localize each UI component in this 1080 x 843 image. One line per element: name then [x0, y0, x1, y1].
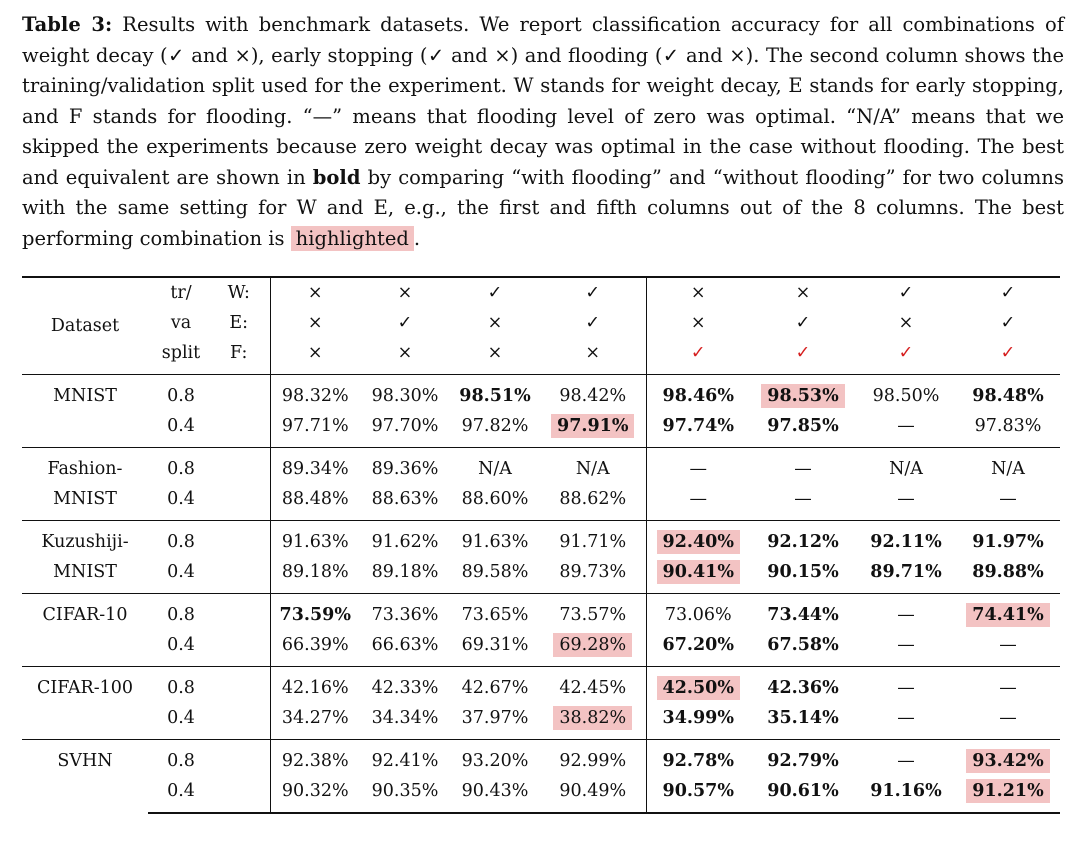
accuracy-cell [856, 594, 956, 631]
accuracy-cell [450, 521, 540, 558]
accuracy-value: — [689, 459, 707, 479]
split-value: 0.4 [167, 708, 195, 728]
accuracy-value: 90.49% [559, 781, 627, 801]
accuracy-value: 91.16% [870, 781, 942, 801]
accuracy-cell [750, 630, 856, 667]
accuracy-cell [270, 448, 360, 485]
accuracy-cell [956, 521, 1060, 558]
accuracy-cell [856, 667, 956, 704]
accuracy-value: 89.88% [972, 562, 1044, 582]
accuracy-cell [270, 740, 360, 777]
header-e-mark: ✓ [540, 308, 646, 338]
dataset-name [22, 667, 148, 740]
dataset-name-line: MNIST [53, 489, 117, 509]
accuracy-cell [856, 740, 956, 777]
accuracy-value: 38.82% [553, 706, 632, 730]
split-value: 0.8 [148, 667, 214, 704]
accuracy-cell [956, 411, 1060, 448]
header-param-w: W: [214, 277, 270, 308]
accuracy-cell [956, 375, 1060, 412]
accuracy-value: — [999, 489, 1017, 509]
accuracy-value: 98.51% [459, 386, 531, 406]
accuracy-cell [750, 448, 856, 485]
accuracy-value: — [897, 605, 915, 625]
accuracy-cell [956, 667, 1060, 704]
accuracy-cell [750, 667, 856, 704]
header-w-mark: ✓ [856, 277, 956, 308]
split-value: 0.4 [167, 635, 195, 655]
accuracy-cell [646, 667, 750, 704]
accuracy-value: 37.97% [461, 708, 529, 728]
accuracy-cell [540, 594, 646, 631]
accuracy-cell [360, 484, 450, 521]
dataset-name [22, 521, 148, 594]
header-f-mark: × [397, 343, 413, 363]
accuracy-value: 67.20% [662, 635, 734, 655]
accuracy-cell [450, 448, 540, 485]
caption-end: . [413, 226, 421, 250]
header-w-mark: × [270, 277, 360, 308]
accuracy-value: 67.58% [767, 635, 839, 655]
accuracy-cell [360, 776, 450, 813]
accuracy-value: 35.14% [767, 708, 839, 728]
accuracy-value: 89.36% [371, 459, 439, 479]
param-spacer [214, 375, 270, 412]
accuracy-cell [450, 776, 540, 813]
results-table [22, 276, 1060, 814]
caption-bold-word: bold [312, 165, 361, 189]
accuracy-cell [360, 375, 450, 412]
accuracy-value: 92.41% [371, 751, 439, 771]
accuracy-cell [450, 594, 540, 631]
dataset-name [22, 375, 148, 448]
accuracy-cell [646, 557, 750, 594]
accuracy-cell [750, 703, 856, 740]
accuracy-value: 88.60% [461, 489, 529, 509]
accuracy-cell [540, 776, 646, 813]
header-e-mark: × [487, 313, 503, 333]
accuracy-cell [270, 484, 360, 521]
caption-text: Results with benchmark datasets. We report classification accuracy for all combinations of weight decay (✓ and ×), early stopping (✓ and ×) and flooding (✓ and ×). The second column shows the training/validation split used for the experiment. W stands for weight decay, E stands for early stopping, and F stands for flooding. “—” means that flooding level of zero was optimal. “N/A” means that we skipped the experiments because zero weight decay was optimal in the case without flooding. The best and equivalent are shown in [22, 13, 1064, 189]
header-e-mark: × [307, 313, 323, 333]
accuracy-value: 98.42% [559, 386, 627, 406]
header-w-mark: ✓ [450, 277, 540, 308]
accuracy-cell [270, 776, 360, 813]
header-split-label: split [161, 343, 201, 363]
accuracy-value: 98.53% [761, 384, 844, 408]
param-spacer [214, 448, 270, 485]
accuracy-value: 89.34% [281, 459, 349, 479]
accuracy-value: 66.63% [371, 635, 439, 655]
param-spacer [214, 667, 270, 704]
accuracy-cell [856, 521, 956, 558]
accuracy-cell [646, 594, 750, 631]
accuracy-cell [856, 411, 956, 448]
accuracy-cell [750, 557, 856, 594]
accuracy-cell [360, 521, 450, 558]
accuracy-value: 91.63% [281, 532, 349, 552]
accuracy-value: 73.44% [767, 605, 839, 625]
accuracy-cell [646, 484, 750, 521]
accuracy-value: — [794, 489, 812, 509]
accuracy-value: N/A [575, 459, 610, 479]
accuracy-cell [540, 411, 646, 448]
accuracy-value: 42.36% [767, 678, 839, 698]
accuracy-cell [646, 375, 750, 412]
accuracy-cell [856, 375, 956, 412]
accuracy-value: 34.34% [371, 708, 439, 728]
caption-label: Table 3: [22, 13, 113, 36]
param-spacer [214, 484, 270, 521]
dataset-name-line: SVHN [57, 751, 113, 771]
accuracy-value: 91.97% [972, 532, 1044, 552]
dataset-name-line: CIFAR-10 [42, 605, 128, 625]
accuracy-value: 88.48% [281, 489, 349, 509]
accuracy-value: — [897, 635, 915, 655]
accuracy-value: 91.63% [461, 532, 529, 552]
accuracy-value: 98.48% [972, 386, 1044, 406]
header-w-mark: × [646, 277, 750, 308]
header-e-mark: × [690, 313, 706, 333]
split-value: 0.8 [148, 375, 214, 412]
split-value: 0.4 [167, 562, 195, 582]
accuracy-cell [646, 630, 750, 667]
accuracy-cell [360, 557, 450, 594]
accuracy-value: 90.57% [662, 781, 734, 801]
dataset-name-line: Fashion- [47, 459, 123, 479]
accuracy-cell [450, 667, 540, 704]
accuracy-value: 98.32% [281, 386, 349, 406]
accuracy-value: 42.16% [281, 678, 349, 698]
accuracy-value: 89.73% [559, 562, 627, 582]
accuracy-value: 97.83% [974, 416, 1042, 436]
accuracy-cell [540, 703, 646, 740]
accuracy-cell [956, 740, 1060, 777]
accuracy-cell [750, 375, 856, 412]
accuracy-value: 42.33% [371, 678, 439, 698]
accuracy-value: 69.28% [553, 633, 632, 657]
accuracy-value: — [794, 459, 812, 479]
accuracy-cell [270, 375, 360, 412]
accuracy-cell [360, 448, 450, 485]
header-f-mark: ✓ [690, 343, 706, 363]
dataset-name-line: MNIST [53, 562, 117, 582]
header-w-mark: × [750, 277, 856, 308]
accuracy-cell [270, 411, 360, 448]
accuracy-cell [270, 703, 360, 740]
accuracy-cell [270, 630, 360, 667]
accuracy-cell [750, 484, 856, 521]
accuracy-cell [956, 557, 1060, 594]
dataset-name [22, 740, 148, 814]
accuracy-value: 91.21% [966, 779, 1049, 803]
accuracy-cell [856, 557, 956, 594]
accuracy-cell [360, 594, 450, 631]
caption-highlight-word: highlighted [291, 226, 414, 251]
accuracy-value: 97.70% [371, 416, 439, 436]
split-value: 0.8 [148, 594, 214, 631]
accuracy-cell [856, 776, 956, 813]
split-value: 0.4 [148, 776, 214, 813]
accuracy-value: 93.20% [461, 751, 529, 771]
header-f-mark: ✓ [1000, 343, 1016, 363]
accuracy-value: 98.50% [872, 386, 940, 406]
accuracy-value: — [897, 416, 915, 436]
accuracy-cell [450, 557, 540, 594]
accuracy-cell [646, 448, 750, 485]
accuracy-cell [270, 594, 360, 631]
accuracy-cell [450, 484, 540, 521]
accuracy-cell [270, 521, 360, 558]
header-f-mark: × [307, 343, 323, 363]
split-value: 0.8 [148, 740, 214, 777]
accuracy-value: 92.99% [559, 751, 627, 771]
accuracy-value: 89.18% [371, 562, 439, 582]
accuracy-value: 88.63% [371, 489, 439, 509]
param-spacer [214, 411, 270, 448]
header-split-label: tr/ [148, 277, 214, 308]
accuracy-value: 89.58% [461, 562, 529, 582]
accuracy-cell [750, 521, 856, 558]
accuracy-value: 42.67% [461, 678, 529, 698]
header-split-label: va [170, 313, 192, 333]
accuracy-value: 42.50% [657, 676, 740, 700]
accuracy-cell [540, 740, 646, 777]
accuracy-value: 88.62% [559, 489, 627, 509]
header-e-mark: × [898, 313, 914, 333]
accuracy-value: — [689, 489, 707, 509]
header-e-mark: ✓ [1000, 313, 1016, 333]
accuracy-cell [360, 630, 450, 667]
header-w-mark: ✓ [540, 277, 646, 308]
accuracy-value: — [897, 489, 915, 509]
accuracy-value: 92.12% [767, 532, 839, 552]
dataset-name-line: MNIST [53, 386, 117, 406]
accuracy-cell [450, 375, 540, 412]
accuracy-cell [646, 703, 750, 740]
header-w-mark: ✓ [956, 277, 1060, 308]
param-spacer [214, 557, 270, 594]
accuracy-cell [270, 667, 360, 704]
accuracy-cell [646, 740, 750, 777]
accuracy-value: 90.32% [281, 781, 349, 801]
accuracy-value: N/A [478, 459, 512, 479]
accuracy-cell [956, 776, 1060, 813]
accuracy-value: 73.59% [279, 605, 351, 625]
dataset-name-line: Kuzushiji- [41, 532, 129, 552]
dataset-name [22, 594, 148, 667]
accuracy-value: 90.61% [767, 781, 839, 801]
header-f-mark: × [540, 338, 646, 375]
accuracy-value: 66.39% [281, 635, 349, 655]
accuracy-cell [540, 448, 646, 485]
split-value: 0.8 [148, 448, 214, 485]
dataset-name-line: CIFAR-100 [36, 678, 134, 698]
table-caption [22, 10, 1064, 254]
accuracy-cell [956, 594, 1060, 631]
split-value: 0.4 [167, 489, 195, 509]
accuracy-value: 92.78% [662, 751, 734, 771]
results-table-body [22, 277, 1060, 813]
param-spacer [214, 703, 270, 740]
accuracy-cell [956, 448, 1060, 485]
param-spacer [214, 740, 270, 777]
accuracy-value: 90.41% [657, 560, 740, 584]
accuracy-value: 73.57% [559, 605, 627, 625]
accuracy-cell [360, 703, 450, 740]
header-dataset: Dataset [22, 277, 148, 375]
accuracy-value: 73.65% [461, 605, 529, 625]
accuracy-value: 98.46% [662, 386, 734, 406]
header-e-mark: ✓ [795, 313, 811, 333]
accuracy-cell [856, 484, 956, 521]
accuracy-value: 89.18% [281, 562, 349, 582]
split-value: 0.4 [167, 416, 195, 436]
accuracy-value: 34.99% [662, 708, 734, 728]
split-value: 0.8 [148, 521, 214, 558]
accuracy-cell [646, 521, 750, 558]
accuracy-value: — [897, 751, 915, 771]
accuracy-cell [540, 521, 646, 558]
header-param-f: F: [214, 338, 270, 375]
accuracy-value: — [999, 678, 1017, 698]
accuracy-cell [956, 484, 1060, 521]
accuracy-cell [750, 411, 856, 448]
accuracy-value: 97.71% [281, 416, 349, 436]
header-f-mark: ✓ [898, 343, 914, 363]
accuracy-value: 74.41% [966, 603, 1049, 627]
accuracy-cell [856, 448, 956, 485]
param-spacer [214, 594, 270, 631]
accuracy-cell [270, 557, 360, 594]
accuracy-cell [750, 776, 856, 813]
header-f-mark: ✓ [795, 343, 811, 363]
accuracy-value: 69.31% [461, 635, 529, 655]
header-param-e: E: [214, 308, 270, 338]
accuracy-cell [750, 740, 856, 777]
accuracy-value: — [897, 678, 915, 698]
accuracy-value: — [999, 635, 1017, 655]
accuracy-value: 92.40% [657, 530, 740, 554]
accuracy-value: 91.62% [371, 532, 439, 552]
accuracy-cell [450, 740, 540, 777]
caption-text-2: by comparing “with flooding” and “without flooding” for two columns with the same setting for W and E, e.g., the first and fifth columns out of the 8 columns. The best performing combination is [22, 165, 1064, 250]
accuracy-value: 73.06% [664, 605, 732, 625]
accuracy-value: 90.43% [461, 781, 529, 801]
accuracy-cell [540, 557, 646, 594]
accuracy-value: N/A [889, 459, 923, 479]
accuracy-cell [450, 411, 540, 448]
accuracy-cell [856, 630, 956, 667]
accuracy-cell [540, 375, 646, 412]
accuracy-cell [646, 411, 750, 448]
accuracy-cell [540, 630, 646, 667]
accuracy-cell [646, 776, 750, 813]
accuracy-value: 91.71% [559, 532, 627, 552]
accuracy-value: — [999, 708, 1017, 728]
param-spacer [214, 521, 270, 558]
accuracy-value: 98.30% [371, 386, 439, 406]
accuracy-value: 42.45% [559, 678, 627, 698]
accuracy-value: 73.36% [371, 605, 439, 625]
accuracy-cell [540, 667, 646, 704]
header-e-mark: ✓ [397, 313, 413, 333]
dataset-name [22, 448, 148, 521]
accuracy-value: 34.27% [281, 708, 349, 728]
param-spacer [214, 776, 270, 813]
accuracy-value: 89.71% [870, 562, 942, 582]
accuracy-cell [450, 703, 540, 740]
accuracy-cell [956, 703, 1060, 740]
accuracy-value: — [897, 708, 915, 728]
accuracy-value: 97.85% [767, 416, 839, 436]
accuracy-cell [360, 740, 450, 777]
param-spacer [214, 630, 270, 667]
accuracy-value: 92.79% [767, 751, 839, 771]
accuracy-value: N/A [991, 459, 1025, 479]
accuracy-value: 93.42% [966, 749, 1049, 773]
accuracy-value: 90.15% [767, 562, 839, 582]
accuracy-cell [750, 594, 856, 631]
accuracy-cell [450, 630, 540, 667]
header-f-mark: × [487, 343, 503, 363]
accuracy-value: 92.11% [870, 532, 942, 552]
accuracy-cell [856, 703, 956, 740]
accuracy-value: 97.82% [461, 416, 529, 436]
accuracy-cell [360, 667, 450, 704]
header-w-mark: × [360, 277, 450, 308]
accuracy-value: 90.35% [371, 781, 439, 801]
accuracy-cell [360, 411, 450, 448]
accuracy-cell [956, 630, 1060, 667]
accuracy-value: 97.74% [662, 416, 734, 436]
accuracy-cell [540, 484, 646, 521]
accuracy-value: 97.91% [551, 414, 634, 438]
accuracy-value: 92.38% [281, 751, 349, 771]
